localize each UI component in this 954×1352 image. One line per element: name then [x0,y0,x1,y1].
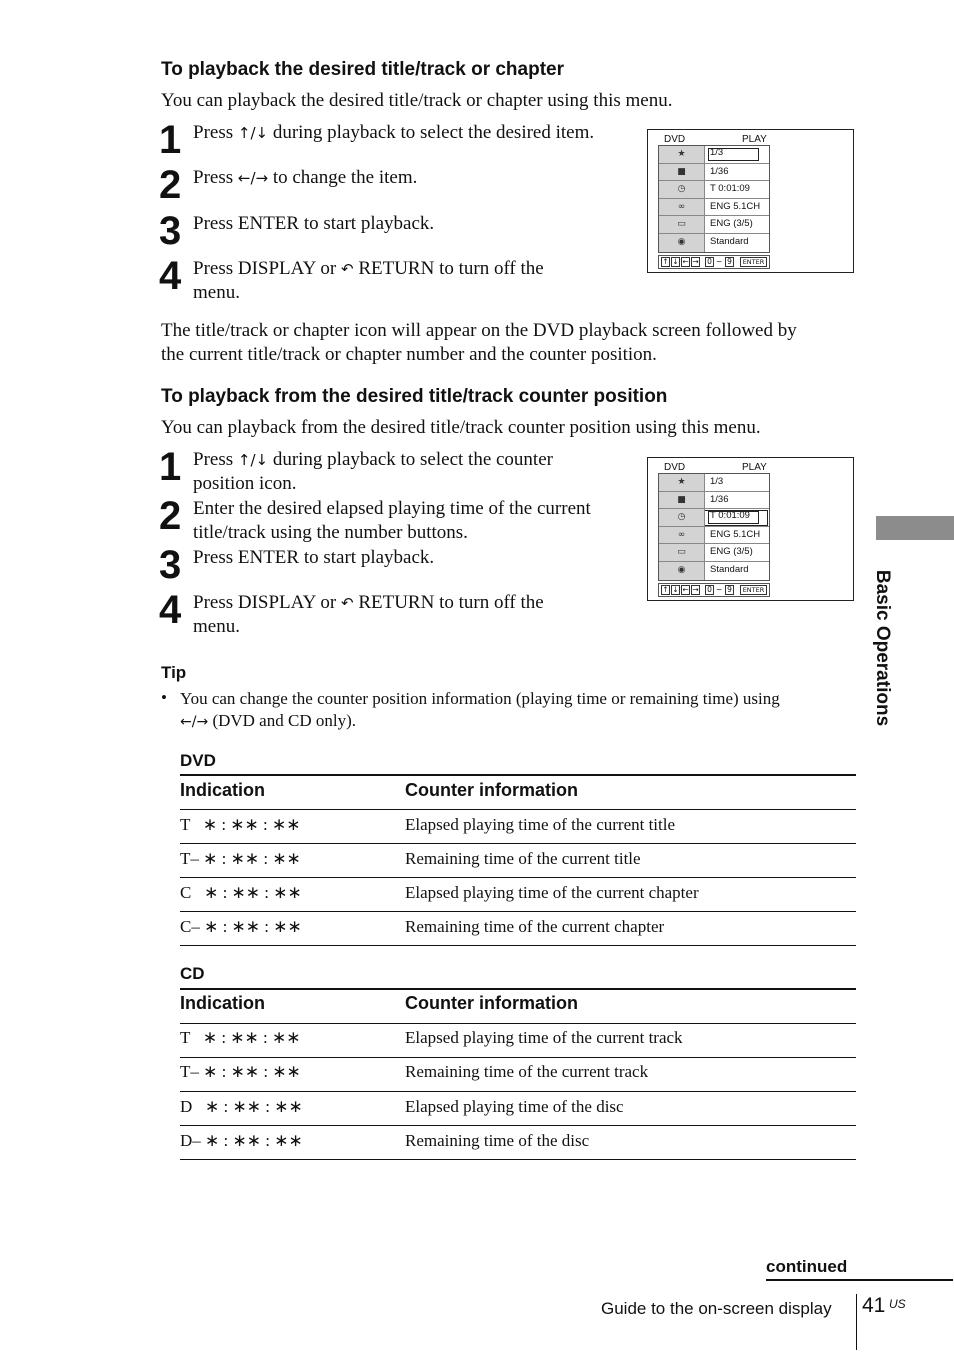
step-number: 4 [159,588,182,632]
left-right-arrow-icon: ←/→ [180,714,209,730]
side-tab-marker [876,516,954,540]
footer-guide-text: Guide to the on-screen display [601,1299,832,1318]
step-number: 4 [159,254,182,298]
osd-title-value: 1/3 [710,476,724,487]
osd-item-list [658,473,770,581]
tip-title: Tip [161,663,187,682]
column-header: Indication [180,993,265,1013]
osd-menu-illustration [647,129,854,273]
table-rule [180,1125,856,1126]
subtitle-icon: ▭ [659,544,705,561]
section-intro: You can playback from the desired title/track counter position using this menu. [161,417,761,438]
right-arrow-icon: → [692,585,699,594]
osd-time-value: T 0:01:09 [707,510,760,525]
osd-chapter-value: 1/36 [710,165,729,177]
tip-bullet: • [161,688,167,707]
column-header: Counter information [405,780,578,800]
osd-surround-value: Standard [710,236,749,247]
right-arrow-icon: → [692,257,699,266]
down-arrow-icon: ↓ [672,257,679,266]
table-cell-indication: D– ∗ : ∗∗ : ∗∗ [180,1131,303,1150]
table-cell-info: Remaining time of the current track [405,1062,649,1081]
table-rule [180,911,856,912]
table-cell-info: Elapsed playing time of the disc [405,1097,624,1116]
enter-key: ENTER [740,585,767,595]
table-title-cd: CD [180,964,205,983]
surround-icon: ◉ [659,234,705,252]
up-down-arrow-icon: ↑/↓ [237,124,269,142]
down-arrow-icon: ↓ [672,585,679,594]
table-cell-info: Remaining time of the disc [405,1131,590,1150]
left-arrow-icon: ← [682,585,689,594]
title-icon: ★ [659,474,705,491]
table-rule [180,1057,856,1058]
table-rule [180,945,856,946]
tilde: ~ [716,257,723,266]
audio-icon: ∞ [659,199,705,216]
section-intro: You can playback the desired title/track or chapter using this menu. [161,90,673,111]
subtitle-icon: ▭ [659,216,705,233]
osd-dvd-label: DVD [664,462,686,473]
footer-divider [856,1294,857,1350]
table-cell-indication: T– ∗ : ∗∗ : ∗∗ [180,1062,301,1081]
table-rule [180,843,856,844]
table-cell-info: Remaining time of the current chapter [405,917,665,936]
return-icon: ↶ [340,260,354,278]
step-text: Press ENTER to start playback. [193,547,435,568]
step-number: 3 [159,543,182,587]
table-rule [180,988,856,990]
osd-item-list [658,145,770,253]
side-tab-label: Basic Operations [872,569,893,727]
osd-menu-illustration [647,457,854,601]
section-title: To playback the desired title/track or chapter [161,59,564,80]
up-arrow-icon: ↑ [662,585,669,594]
tilde: ~ [716,585,723,594]
step-text: Press ENTER to start playback. [193,213,435,234]
chapter-icon: ■ [659,164,705,181]
step-number: 3 [159,209,182,253]
osd-time-value: T 0:01:09 [710,183,750,195]
nine-key: 9 [725,585,734,595]
enter-key: ENTER [740,257,767,267]
table-cell-info: Elapsed playing time of the current chapter [405,883,699,902]
table-rule [180,774,856,776]
clock-icon: ◷ [659,181,705,198]
step-number: 2 [159,163,182,207]
paragraph: the current title/track or chapter number and the counter position. [161,344,657,365]
osd-title-value: 1/3 [707,147,760,162]
step-text: Press ↑/↓ during playback to select the desired item. [193,122,595,143]
title-icon: ★ [659,146,705,163]
continued-label: continued [766,1257,848,1276]
column-header: Indication [180,780,265,800]
surround-icon: ◉ [659,562,705,580]
zero-key: 0 [705,257,714,267]
step-text: Press DISPLAY or ↶ RETURN to turn off the menu. [193,258,544,303]
paragraph: The title/track or chapter icon will appear on the DVD playback screen followed by [161,320,797,341]
return-icon: ↶ [340,594,354,612]
tip-text: You can change the counter position information (playing time or remaining time) using ←/→ (DVD and CD only). [180,689,780,730]
up-arrow-icon: ↑ [662,257,669,266]
page-number: 41 [862,1294,886,1317]
audio-icon: ∞ [659,527,705,544]
osd-surround-value: Standard [710,564,749,575]
left-arrow-icon: ← [682,257,689,266]
osd-footer [658,255,770,269]
osd-play-label: PLAY [742,134,767,145]
osd-audio-value: ENG 5.1CH [710,200,761,212]
osd-play-label: PLAY [742,462,767,473]
step-text: Press ↑/↓ during playback to select the counter position icon. [193,449,553,494]
table-cell-indication: D ∗ : ∗∗ : ∗∗ [180,1097,303,1116]
table-cell-info: Elapsed playing time of the current title [405,815,676,834]
clock-icon: ◷ [659,509,705,526]
footer-rule [766,1279,953,1281]
osd-footer [658,583,770,597]
table-cell-indication: T ∗ : ∗∗ : ∗∗ [180,815,301,834]
table-cell-indication: C ∗ : ∗∗ : ∗∗ [180,883,302,902]
table-cell-info: Remaining time of the current title [405,849,641,868]
table-rule [180,809,856,810]
step-number: 2 [159,494,182,538]
chapter-icon: ■ [659,492,705,509]
step-text: Enter the desired elapsed playing time of the current title/track using the number buttons. [193,498,591,543]
osd-subtitle-value: ENG (3/5) [710,218,753,230]
up-down-arrow-icon: ↑/↓ [237,451,269,469]
table-cell-indication: T– ∗ : ∗∗ : ∗∗ [180,849,301,868]
table-rule [180,1091,856,1092]
table-cell-info: Elapsed playing time of the current track [405,1028,683,1047]
table-cell-indication: T ∗ : ∗∗ : ∗∗ [180,1028,301,1047]
section-title: To playback from the desired title/track counter position [161,386,668,407]
osd-dvd-label: DVD [664,134,686,145]
osd-audio-value: ENG 5.1CH [710,528,761,540]
table-rule [180,877,856,878]
nine-key: 9 [725,257,734,267]
osd-subtitle-value: ENG (3/5) [710,546,753,558]
table-title-dvd: DVD [180,751,216,770]
table-cell-indication: C– ∗ : ∗∗ : ∗∗ [180,917,302,936]
column-header: Counter information [405,993,578,1013]
step-text: Press DISPLAY or ↶ RETURN to turn off the menu. [193,592,544,637]
step-text: Press ←/→ to change the item. [193,167,418,188]
zero-key: 0 [705,585,714,595]
page-number-suffix: US [889,1297,906,1311]
table-rule [180,1159,856,1160]
step-number: 1 [159,118,182,162]
table-rule [180,1023,856,1024]
osd-chapter-value: 1/36 [710,493,729,505]
left-right-arrow-icon: ←/→ [237,169,269,187]
step-number: 1 [159,445,182,489]
